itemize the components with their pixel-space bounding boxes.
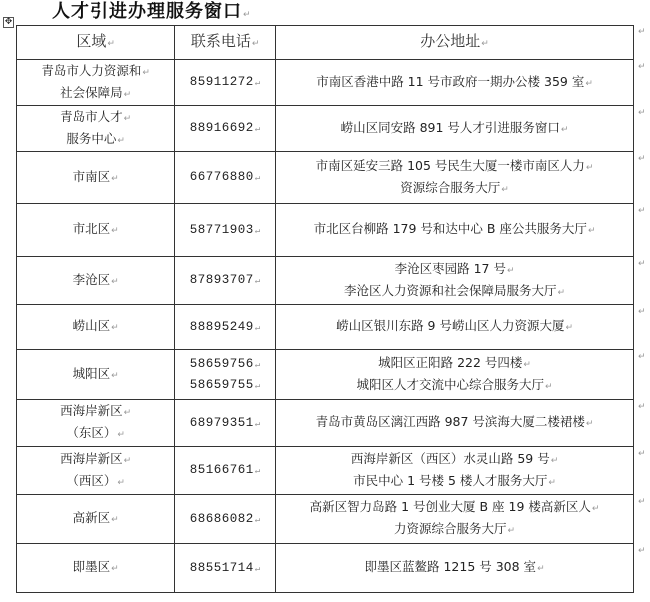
area-cell-text: 社会保障局: [60, 84, 123, 100]
phone-cell[interactable]: [175, 106, 276, 152]
paragraph-mark-icon: ↵: [254, 563, 261, 574]
address-cell-line: [278, 375, 631, 397]
phone-cell[interactable]: [175, 350, 276, 400]
phone-cell-line: [177, 220, 273, 241]
address-cell[interactable]: [276, 350, 634, 400]
phone-cell-line: [177, 558, 273, 579]
address-cell-text: 李沧区人力资源和社会保障局服务大厅: [344, 282, 557, 298]
table-move-handle-icon[interactable]: ✥: [4, 17, 13, 27]
area-cell-line: [19, 423, 172, 445]
paragraph-mark-icon: ↵: [254, 514, 261, 525]
paragraph-mark-icon: ↵: [591, 504, 600, 514]
paragraph-mark-icon: ↵: [254, 124, 261, 134]
address-cell-text: 城阳区正阳路 222 号四楼: [378, 354, 523, 370]
address-cell-text: 李沧区枣园路 17 号: [394, 260, 506, 276]
address-cell[interactable]: [276, 305, 634, 350]
table-row: [17, 447, 634, 495]
area-cell-text: 即墨区: [72, 559, 111, 574]
phone-cell[interactable]: [175, 400, 276, 447]
phone-cell-text: 68979351: [189, 415, 254, 430]
paragraph-mark-icon: ↵: [254, 173, 261, 183]
phone-cell-text: 85166761: [189, 463, 254, 477]
area-cell-text: 西海岸新区: [60, 450, 123, 466]
address-cell-line: [278, 281, 631, 303]
area-cell-text: 西海岸新区: [60, 403, 123, 418]
area-cell[interactable]: [17, 106, 175, 152]
address-cell-text: 力资源综合服务大厅: [394, 521, 507, 536]
phone-cell-text: 66776880: [189, 170, 254, 184]
address-cell-line: [278, 497, 631, 519]
paragraph-mark-icon: ↵: [117, 430, 125, 440]
paragraph-mark-icon: ↵: [585, 162, 594, 173]
phone-cell-text: 85911272: [189, 75, 254, 89]
table-row: [17, 495, 634, 544]
address-cell[interactable]: [276, 204, 634, 257]
row-end-mark-icon: ↵: [638, 546, 646, 556]
phone-cell[interactable]: [175, 544, 276, 593]
address-cell-line: [278, 449, 631, 471]
paragraph-mark-icon: ↵: [254, 225, 261, 236]
paragraph-mark-icon: ↵: [254, 276, 261, 286]
address-cell-text: 西海岸新区（西区）水灵山路 59 号: [350, 450, 550, 466]
paragraph-mark-icon: ↵: [123, 455, 132, 466]
paragraph-mark-icon: ↵: [243, 10, 252, 20]
address-cell-text: 高新区智力岛路 1 号创业大厦 B 座 19 楼高新区人: [309, 499, 591, 514]
address-cell-text: 城阳区人才交流中心综合服务大厅: [356, 376, 545, 392]
paragraph-mark-icon: ↵: [254, 380, 261, 391]
paragraph-mark-icon: ↵: [111, 564, 119, 574]
paragraph-mark-icon: ↵: [251, 39, 260, 49]
address-cell[interactable]: [276, 495, 634, 544]
area-cell-line: [19, 449, 172, 471]
address-cell-text: 市北区台柳路 179 号和达中心 B 座公共服务大厅: [313, 221, 587, 236]
phone-cell-text: 88895249: [189, 319, 254, 334]
address-cell-line: [278, 353, 631, 375]
area-cell-text: 城阳区: [72, 365, 111, 381]
address-cell-line: [278, 259, 631, 281]
table-header-row: [17, 26, 634, 60]
paragraph-mark-icon: ↵: [111, 276, 119, 287]
paragraph-mark-icon: ↵: [585, 78, 593, 89]
address-cell-text: 市南区延安三路 105 号民生大厦一楼市南区人力: [315, 157, 585, 173]
header-address-label: 办公地址: [420, 32, 481, 50]
paragraph-mark-icon: ↵: [587, 226, 596, 236]
phone-cell-line: [177, 317, 273, 338]
header-area[interactable]: [17, 26, 175, 60]
header-phone[interactable]: [175, 26, 276, 60]
phone-cell-line: [177, 270, 273, 291]
address-cell-text: 青岛市黄岛区漓江西路 987 号滨海大厦二楼裙楼: [315, 414, 585, 429]
paragraph-mark-icon: ↵: [111, 226, 119, 236]
phone-cell-line: [177, 167, 273, 188]
address-cell-line: [278, 412, 631, 434]
paragraph-mark-icon: ↵: [123, 408, 132, 418]
area-cell-text: 青岛市人才: [60, 108, 123, 124]
area-cell-text: （西区）: [66, 472, 117, 488]
address-cell[interactable]: [276, 106, 634, 152]
paragraph-mark-icon: ↵: [254, 322, 261, 333]
area-cell[interactable]: [17, 60, 175, 106]
area-cell-line: [19, 219, 172, 241]
phone-cell[interactable]: [175, 257, 276, 305]
area-cell-text: 服务中心: [66, 130, 117, 146]
phone-cell[interactable]: [175, 60, 276, 106]
phone-cell[interactable]: [175, 305, 276, 350]
phone-cell-text: 58659756: [189, 356, 254, 371]
phone-cell[interactable]: [175, 152, 276, 204]
address-cell-line: [278, 219, 631, 241]
paragraph-mark-icon: ↵: [123, 89, 132, 100]
area-cell[interactable]: [17, 305, 175, 350]
paragraph-mark-icon: ↵: [107, 39, 115, 49]
table-row: [17, 257, 634, 305]
row-end-mark-icon: ↵: [638, 206, 646, 216]
paragraph-mark-icon: ↵: [506, 265, 515, 276]
address-cell-line: [278, 519, 631, 541]
table-row: [17, 350, 634, 400]
paragraph-mark-icon: ↵: [142, 67, 150, 78]
phone-cell-text: 58771903: [189, 222, 254, 237]
table-row: [17, 152, 634, 204]
address-cell[interactable]: [276, 257, 634, 305]
phone-cell-line: [177, 413, 273, 434]
paragraph-mark-icon: ↵: [254, 466, 261, 476]
area-cell-line: [19, 270, 172, 292]
row-end-mark-icon: ↵: [638, 154, 646, 164]
area-cell-text: 李沧区: [72, 271, 111, 287]
table-row: [17, 305, 634, 350]
phone-cell-line: [177, 118, 273, 139]
row-end-mark-icon: ↵: [638, 352, 646, 362]
service-window-table: [16, 25, 634, 593]
phone-cell-text: 58659755: [189, 377, 254, 392]
phone-cell-text: 68686082: [189, 511, 254, 526]
paragraph-mark-icon: ↵: [111, 370, 119, 381]
area-cell-text: 市南区: [72, 168, 111, 184]
paragraph-mark-icon: ↵: [111, 323, 119, 333]
row-end-mark-icon: ↵: [638, 108, 646, 118]
phone-cell-text: 88551714: [189, 560, 254, 575]
table-row: [17, 544, 634, 593]
paragraph-mark-icon: ↵: [545, 381, 553, 392]
paragraph-mark-icon: ↵: [548, 477, 556, 488]
row-end-mark-icon: ↵: [638, 449, 646, 459]
address-cell-line: [278, 156, 631, 178]
area-cell[interactable]: [17, 152, 175, 204]
row-end-mark-icon: ↵: [638, 27, 646, 37]
header-phone-label: 联系电话: [190, 32, 251, 50]
paragraph-mark-icon: ↵: [537, 564, 545, 574]
area-cell-line: [19, 167, 172, 189]
paragraph-mark-icon: ↵: [481, 39, 489, 49]
area-cell-line: [19, 316, 172, 338]
address-cell[interactable]: [276, 60, 634, 106]
area-cell-line: [19, 471, 172, 493]
phone-cell-text: 88916692: [189, 121, 254, 135]
paragraph-mark-icon: ↵: [501, 184, 509, 195]
address-cell-text: 市南区香港中路 11 号市政府一期办公楼 359 室: [316, 73, 585, 89]
address-cell-line: [278, 72, 631, 94]
header-area-label: 区域: [76, 32, 107, 50]
area-cell-text: 青岛市人力资源和: [41, 62, 142, 78]
area-cell-line: [19, 107, 172, 129]
paragraph-mark-icon: ↵: [523, 359, 531, 370]
address-cell[interactable]: [276, 447, 634, 495]
row-end-mark-icon: ↵: [638, 497, 646, 507]
phone-cell-line: [177, 375, 273, 396]
address-cell-line: [278, 557, 631, 579]
area-cell-text: 崂山区: [72, 318, 111, 333]
header-address[interactable]: [276, 26, 634, 60]
area-cell-line: [19, 61, 172, 83]
area-cell[interactable]: [17, 400, 175, 447]
address-cell-line: [278, 178, 631, 200]
area-cell[interactable]: [17, 204, 175, 257]
paragraph-mark-icon: ↵: [117, 135, 125, 146]
area-cell-line: [19, 508, 172, 530]
paragraph-mark-icon: ↵: [117, 477, 125, 488]
row-end-mark-icon: ↵: [638, 307, 646, 317]
paragraph-mark-icon: ↵: [585, 419, 594, 429]
address-cell-text: 市民中心 1 号楼 5 楼人才服务大厅: [353, 472, 548, 488]
address-cell-text: 资源综合服务大厅: [400, 179, 501, 195]
title-text: 人才引进办理服务窗口: [52, 1, 242, 22]
table-row: [17, 106, 634, 152]
address-cell-line: [278, 471, 631, 493]
paragraph-mark-icon: ↵: [565, 323, 574, 333]
area-cell-line: [19, 83, 172, 105]
area-cell-text: 高新区: [72, 510, 111, 525]
area-cell-line: [19, 129, 172, 151]
phone-cell[interactable]: [175, 447, 276, 495]
table-row: [17, 204, 634, 257]
area-cell-text: （东区）: [66, 425, 117, 440]
row-end-mark-icon: ↵: [638, 62, 646, 72]
paragraph-mark-icon: ↵: [560, 124, 569, 135]
paragraph-mark-icon: ↵: [111, 515, 119, 525]
phone-cell-line: [177, 460, 273, 481]
row-end-mark-icon: ↵: [638, 402, 646, 412]
address-cell-line: [278, 316, 631, 338]
address-cell-text: 崂山区同安路 891 号人才引进服务窗口: [340, 119, 560, 135]
table-row: [17, 60, 634, 106]
area-cell[interactable]: [17, 495, 175, 544]
phone-cell-line: [177, 72, 273, 93]
address-cell[interactable]: [276, 152, 634, 204]
phone-cell-text: 87893707: [189, 273, 254, 287]
paragraph-mark-icon: ↵: [550, 455, 559, 466]
paragraph-mark-icon: ↵: [254, 418, 261, 429]
area-cell[interactable]: [17, 350, 175, 400]
paragraph-mark-icon: ↵: [507, 526, 516, 536]
document-title: [52, 0, 252, 24]
address-cell[interactable]: [276, 544, 634, 593]
area-cell[interactable]: [17, 257, 175, 305]
paragraph-mark-icon: ↵: [254, 78, 261, 88]
paragraph-mark-icon: ↵: [123, 113, 132, 124]
address-cell-line: [278, 118, 631, 140]
area-cell-line: [19, 401, 172, 423]
paragraph-mark-icon: ↵: [111, 173, 119, 184]
paragraph-mark-icon: ↵: [557, 287, 566, 298]
phone-cell[interactable]: [175, 495, 276, 544]
area-cell[interactable]: [17, 447, 175, 495]
phone-cell-line: [177, 354, 273, 375]
row-end-mark-icon: ↵: [638, 259, 646, 269]
address-cell[interactable]: [276, 400, 634, 447]
address-cell-text: 即墨区蓝鳌路 1215 号 308 室: [364, 559, 537, 574]
table-row: [17, 400, 634, 447]
area-cell-line: [19, 557, 172, 579]
area-cell-text: 市北区: [72, 221, 111, 236]
paragraph-mark-icon: ↵: [254, 359, 261, 370]
phone-cell[interactable]: [175, 204, 276, 257]
area-cell[interactable]: [17, 544, 175, 593]
phone-cell-line: [177, 509, 273, 530]
area-cell-line: [19, 364, 172, 386]
address-cell-text: 崂山区银川东路 9 号崂山区人力资源大厦: [336, 318, 565, 333]
